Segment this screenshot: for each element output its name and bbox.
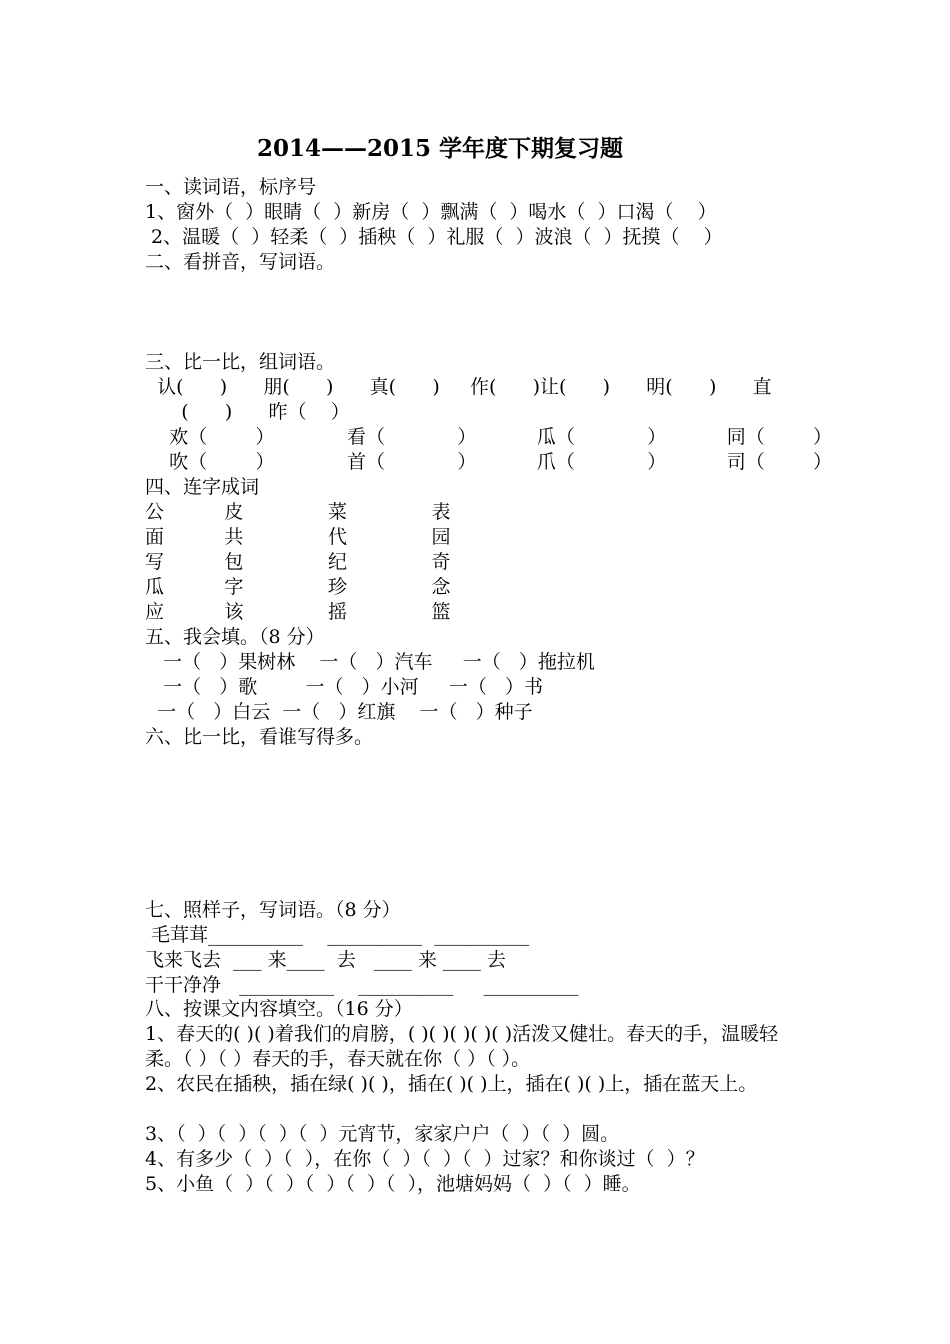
section-5-row-3: 一（ ）白云 一（ ）红旗 一（ ）种子 bbox=[145, 701, 533, 723]
section-3-row-2: 欢（ ） 看（ ） 瓜（ ） 同（ ） bbox=[145, 426, 833, 448]
section-2-heading: 二、看拼音，写词语。 bbox=[145, 251, 336, 273]
section-6-heading: 六、比一比，看谁写得多。 bbox=[145, 726, 374, 748]
section-8-item-2: 2、农民在插秧，插在绿( )( )，插在( )( )上，插在( )( )上，插在蓝天上。 bbox=[145, 1073, 758, 1095]
section-1-heading: 一、读词语，标序号 bbox=[145, 176, 317, 198]
section-4-row-2: 面 共 代 园 bbox=[145, 526, 451, 548]
section-1-row-2: 2、温暖（ ）轻柔（ ）插秧（ ）礼服（ ）波浪（ ）抚摸（ ） bbox=[145, 226, 723, 248]
section-8-item-5: 5、小鱼（ ）（ ）（ ）（ ）（ ），池塘妈妈（ ）（ ）睡。 bbox=[145, 1173, 641, 1195]
section-3-row-1: 认( ) 朋( ) 真( ) 作( )让( ) 明( ) 直 bbox=[145, 376, 772, 398]
section-4-row-3: 写 包 纪 奇 bbox=[145, 551, 451, 573]
section-4-heading: 四、连字成词 bbox=[145, 476, 260, 498]
section-3-row-1-continued: ( ) 昨（ ） bbox=[145, 401, 350, 423]
section-3-heading: 三、比一比，组词语。 bbox=[145, 351, 336, 373]
document-title: 2014——2015 学年度下期复习题 bbox=[256, 135, 624, 162]
section-7-heading: 七、照样子，写词语。（8 分） bbox=[145, 899, 401, 921]
section-4-row-1: 公 皮 菜 表 bbox=[145, 501, 451, 523]
section-8-item-4: 4、有多少（ ）（ ），在你（ ）（ ）（ ）过家？和你谈过（ ）？ bbox=[145, 1148, 705, 1170]
section-3-row-3: 吹（ ） 首（ ） 爪（ ） 司（ ） bbox=[145, 451, 833, 473]
section-1-row-1: 1、窗外（ ）眼睛（ ）新房（ ）飘满（ ）喝水（ ）口渴（ ） bbox=[145, 201, 717, 223]
section-5-row-2: 一（ ）歌 一（ ）小河 一（ ）书 bbox=[145, 676, 543, 698]
section-8-heading: 八、按课文内容填空。（16 分） bbox=[145, 998, 413, 1020]
section-7-row-1: 毛茸茸__________ __________ __________ bbox=[145, 924, 530, 946]
section-7-row-2: 飞来飞去 ___ 来____ 去 ____ 来 ____ 去 bbox=[145, 949, 506, 971]
section-8-item-3: 3、（ ）（ ）（ ）（ ）元宵节，家家户户（ ）（ ）圆。 bbox=[145, 1123, 620, 1145]
section-5-heading: 五、我会填。（8 分） bbox=[145, 626, 325, 648]
section-5-row-1: 一（ ）果树林 一（ ）汽车 一（ ）拖拉机 bbox=[145, 651, 595, 673]
section-4-row-5: 应 该 摇 篮 bbox=[145, 601, 451, 623]
section-7-row-3: 干干净净 __________ __________ __________ bbox=[145, 974, 579, 996]
section-4-row-4: 瓜 字 珍 念 bbox=[145, 576, 451, 598]
section-8-item-1: 1、春天的( )( )着我们的肩膀，( )( )( )( )( )活泼又健壮。春天的手，温暖轻柔。（ ）（ ）春天的手，春天就在你（ ）（ ）。 bbox=[145, 1023, 779, 1070]
